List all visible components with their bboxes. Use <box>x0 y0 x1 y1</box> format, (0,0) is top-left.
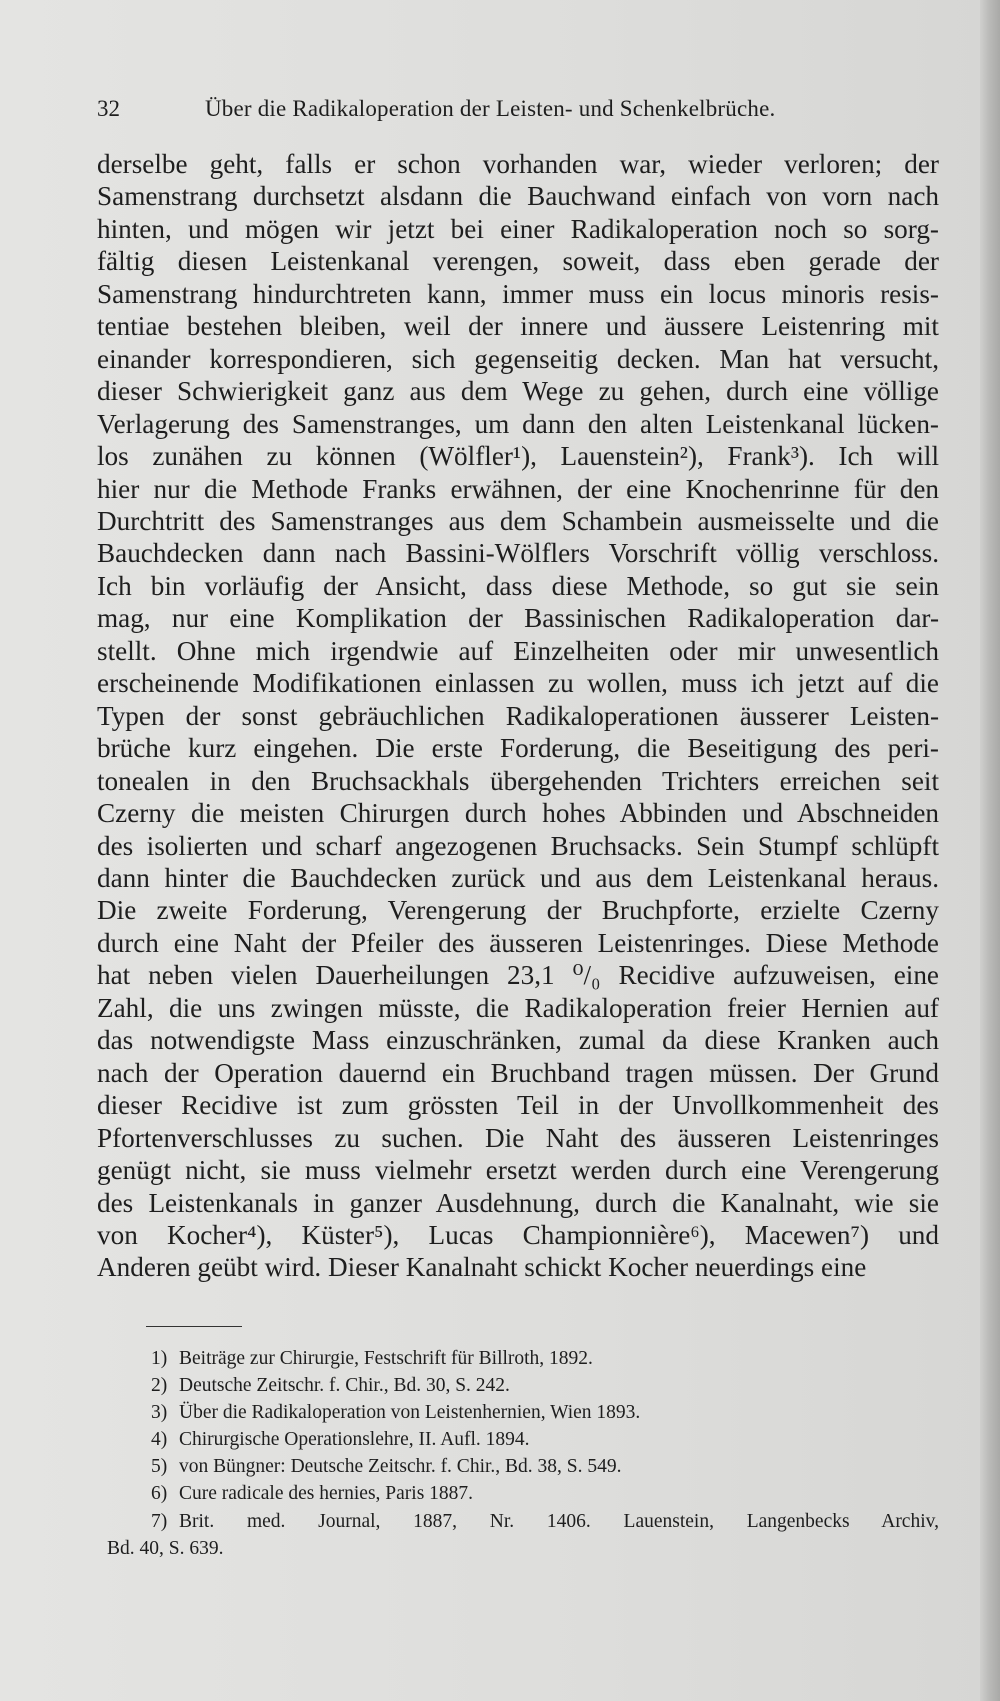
text-line: Anderen geübt wird. Dieser Kanalnaht schickt Kocher neuerdings eine <box>97 1252 867 1283</box>
footnote <box>107 1345 939 1372</box>
text-line: derselbe geht, falls er schon vorhanden war, wieder verloren; der <box>97 149 939 179</box>
text-line: erscheinende Modifikationen einlassen zu wollen, muss ich jetzt auf die <box>97 668 939 699</box>
text-line: Die zweite Forderung, Verengerung der Bruchpforte, erzielte Czerny <box>97 895 939 926</box>
footnote-separator <box>146 1326 242 1327</box>
text-line: Verlagerung des Samenstranges, um dann den alten Leistenkanal lücken- <box>97 408 939 439</box>
footnote-mark: 6) <box>151 1483 168 1505</box>
footnote-text: Deutsche Zeitschr. f. Chir., Bd. 30, S. 242. <box>179 1375 510 1397</box>
footnote-mark: 1) <box>151 1348 168 1369</box>
text-line: Bauchdecken dann nach Bassini-Wölflers Vorschrift völlig verschloss. <box>97 538 939 569</box>
text-line: hier nur die Methode Franks erwähnen, der eine Knochenrinne für den <box>97 473 939 504</box>
footnote-mark: 3) <box>151 1402 168 1424</box>
footnote-continuation: Bd. 40, S. 639. <box>107 1537 224 1559</box>
page-header <box>97 96 867 130</box>
footnote <box>107 1426 939 1453</box>
text-line: des isolierten und scharf angezogenen Bruchsacks. Sein Stumpf schlüpft <box>97 830 939 861</box>
footnotes <box>107 1345 939 1562</box>
text-line: dann hinter die Bauchdecken zurück und aus dem Leistenkanal heraus. <box>97 862 939 893</box>
footnote <box>107 1508 939 1535</box>
footnote-text: Cure radicale des hernies, Paris 1887. <box>179 1483 474 1505</box>
text-line: Pfortenverschlusses zu suchen. Die Naht des äusseren Leistenringes <box>97 1122 939 1153</box>
footnote-text: von Büngner: Deutsche Zeitschr. f. Chir., Bd. 38, S. 549. <box>179 1456 622 1478</box>
text-line: durch eine Naht der Pfeiler des äusseren Leistenringes. Diese Methode <box>97 927 939 958</box>
text-line: Ich bin vorläufig der Ansicht, dass diese Methode, so gut sie sein <box>97 570 939 601</box>
text-line: Zahl, die uns zwingen müsste, die Radikaloperation freier Hernien auf <box>97 992 939 1023</box>
text-line: einander korrespondieren, sich gegenseitig decken. Man hat versucht, <box>97 343 939 374</box>
text-line: von Kocher⁴), Küster⁵), Lucas Championnière⁶), Macewen⁷) und <box>97 1219 939 1250</box>
text-line: hinten, und mögen wir jetzt bei einer Radikaloperation noch so sorg- <box>97 213 939 244</box>
text-line: Durchtritt des Samenstranges aus dem Schambein ausmeisselte und die <box>97 505 939 536</box>
footnote-text: Brit. med. Journal, 1887, Nr. 1406. Lauenstein, Langenbecks Archiv, <box>179 1510 939 1532</box>
footnote-mark: 4) <box>151 1429 168 1451</box>
footnote-mark: 2) <box>151 1375 168 1397</box>
text-line: genügt nicht, sie muss vielmehr ersetzt werden durch eine Verengerung <box>97 1155 939 1186</box>
text-line: des Leistenkanals in ganzer Ausdehnung, durch die Kanalnaht, wie sie <box>97 1187 939 1218</box>
footnote-mark: 7) <box>151 1510 168 1532</box>
text-line: brüche kurz eingehen. Die erste Forderung, die Beseitigung des peri- <box>97 733 939 764</box>
text-line: stellt. Ohne mich irgendwie auf Einzelheiten oder mir unwesentlich <box>97 635 939 666</box>
footnote <box>107 1480 939 1507</box>
footnote <box>107 1453 939 1480</box>
text-line: los zunähen zu können (Wölfler¹), Lauenstein²), Frank³). Ich will <box>97 441 939 472</box>
text-line: tentiae bestehen bleiben, weil der innere und äussere Leistenring mit <box>97 311 939 342</box>
text-line: nach der Operation dauernd ein Bruchband tragen müssen. Der Grund <box>97 1057 939 1088</box>
text-line: Czerny die meisten Chirurgen durch hohes Abbinden und Abschneiden <box>97 798 939 829</box>
footnote-text: Über die Radikaloperation von Leistenhernien, Wien 1893. <box>179 1402 641 1424</box>
text-line: fältig diesen Leistenkanal verengen, soweit, dass eben gerade der <box>97 246 939 277</box>
text-line: mag, nur eine Komplikation der Bassinischen Radikaloperation dar- <box>97 603 939 634</box>
page-number: 32 <box>97 96 120 121</box>
text-line: Samenstrang durchsetzt alsdann die Bauchwand einfach von vorn nach <box>97 181 939 212</box>
text-line: Typen der sonst gebräuchlichen Radikaloperationen äusserer Leisten- <box>97 700 939 731</box>
footnote-text: Beiträge zur Chirurgie, Festschrift für Billroth, 1892. <box>179 1348 593 1369</box>
text-line: dieser Schwierigkeit ganz aus dem Wege zu gehen, durch eine völlige <box>97 376 939 407</box>
text-line: das notwendigste Mass einzuschränken, zumal da diese Kranken auch <box>97 1025 939 1056</box>
text-line: Samenstrang hindurchtreten kann, immer muss ein locus minoris resis- <box>97 278 939 309</box>
page-edge-shadow <box>980 0 1000 1701</box>
footnote-mark: 5) <box>151 1456 168 1478</box>
running-title: Über die Radikaloperation der Leisten- und Schenkelbrüche. <box>205 96 776 121</box>
footnote <box>107 1372 939 1399</box>
footnote-text: Chirurgische Operationslehre, II. Aufl. 1894. <box>179 1429 530 1451</box>
text-line: tonealen in den Bruchsackhals übergehenden Trichters erreichen seit <box>97 765 939 796</box>
body-text <box>97 148 939 1284</box>
text-line: dieser Recidive ist zum grössten Teil in der Unvollkommenheit des <box>97 1090 939 1121</box>
footnote <box>107 1399 939 1426</box>
text-line: hat neben vielen Dauerheilungen 23,1 ⁰/₀ Recidive aufzuweisen, eine <box>97 960 939 991</box>
